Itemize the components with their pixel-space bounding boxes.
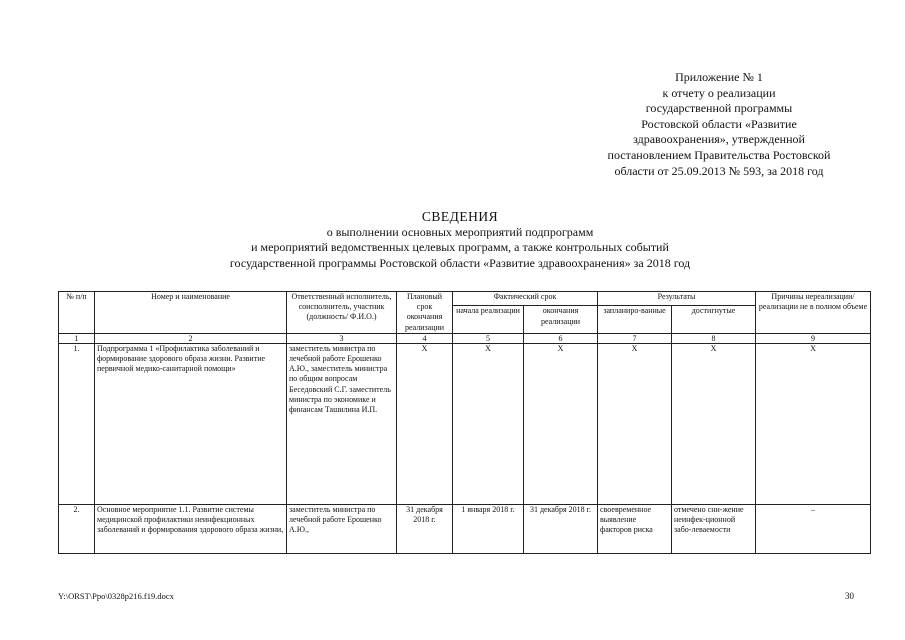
appendix-line: Приложение № 1 [675, 70, 763, 84]
header-responsible: Ответственный исполнитель, соисполнитель, участник (должность/ Ф.И.О.) [287, 292, 397, 334]
row-results-achieved: Х [672, 343, 756, 504]
row-responsible: заместитель министра по лечебной работе Ерошенко А.Ю., [287, 504, 397, 553]
header-num: № п/п [59, 292, 95, 334]
column-number: 9 [756, 333, 871, 343]
column-number: 1 [59, 333, 95, 343]
column-number: 5 [453, 333, 524, 343]
row-name: Основное мероприятие 1.1. Развитие системы медицинской профилактики неинфекционных заболеваний и формирования здорового образа жизни, [95, 504, 287, 553]
row-responsible: заместитель министра по лечебной работе Ерошенко А.Ю., заместитель министра по общим вопросам Беседовский С.Г. заместитель министра по экономике и финансам Ташилина И.П. [287, 343, 397, 504]
header-reasons: Причины нереализации/ реализации не в полном объеме [756, 292, 871, 334]
column-number: 4 [397, 333, 453, 343]
table-row [59, 504, 871, 553]
heading-line: государственной программы Ростовской области «Развитие здравоохранения» за 2018 год [229, 255, 691, 270]
header-name: Номер и наименование [95, 292, 287, 334]
appendix-line: постановлением Правительства Ростовской [607, 147, 831, 162]
header-actual-start: начала реализации [453, 306, 524, 333]
row-results-planned: Х [598, 343, 672, 504]
footer-page-number: 30 [845, 591, 854, 601]
appendix-line: к отчету о реализации [662, 85, 776, 100]
row-start: Х [453, 343, 524, 504]
header-results-achieved: достигнутые [672, 306, 756, 333]
header-row [59, 292, 871, 306]
header-results-planned: запланиро-ванные [598, 306, 672, 333]
row-end: Х [524, 343, 598, 504]
appendix-line: области от 25.09.2013 № 593, за 2018 год [614, 163, 824, 178]
row-results-planned: своевременное выявление факторов риска [598, 504, 672, 553]
row-name: Подпрограмма 1 «Профилактика заболеваний и формирование здорового образа жизни. Развитие первичной медико-санитарной помощи» [95, 343, 287, 504]
column-number: 2 [95, 333, 287, 343]
document-title: СВЕДЕНИЯ [421, 209, 499, 224]
row-results-achieved: отмечено сни-жение неинфек-ционной забо-леваемости [672, 504, 756, 553]
column-number: 3 [287, 333, 397, 343]
heading-line: и мероприятий ведомственных целевых программ, а также контрольных событий [251, 240, 669, 255]
appendix-line: Ростовской области «Развитие [641, 116, 797, 131]
row-start: 1 января 2018 г. [453, 504, 524, 553]
report-table [58, 291, 871, 554]
header-actual: Фактический срок [453, 292, 598, 306]
header-actual-end: окончания реализации [524, 306, 598, 333]
appendix-line: государственной программы [645, 101, 793, 116]
footer-file-path: Y:\ORST\Ppo\0328p216.f19.docx [58, 591, 174, 601]
column-number: 6 [524, 333, 598, 343]
appendix-line: здравоохранения», утвержденной [633, 132, 805, 147]
table-row [59, 343, 871, 504]
row-num: 2. [59, 504, 95, 553]
column-number-row [59, 333, 871, 343]
row-reasons: – [756, 504, 871, 553]
row-end: 31 декабря 2018 г. [524, 504, 598, 553]
row-planned: Х [397, 343, 453, 504]
row-num: 1. [59, 343, 95, 504]
header-results: Результаты [598, 292, 756, 306]
column-number: 7 [598, 333, 672, 343]
row-reasons: Х [756, 343, 871, 504]
heading-line: о выполнении основных мероприятий подпрограмм [326, 225, 594, 239]
column-number: 8 [672, 333, 756, 343]
header-planned: Плановый срок окончания реализации [397, 292, 453, 334]
document-heading [120, 208, 800, 271]
appendix-block [565, 70, 873, 179]
row-planned: 31 декабря 2018 г. [397, 504, 453, 553]
